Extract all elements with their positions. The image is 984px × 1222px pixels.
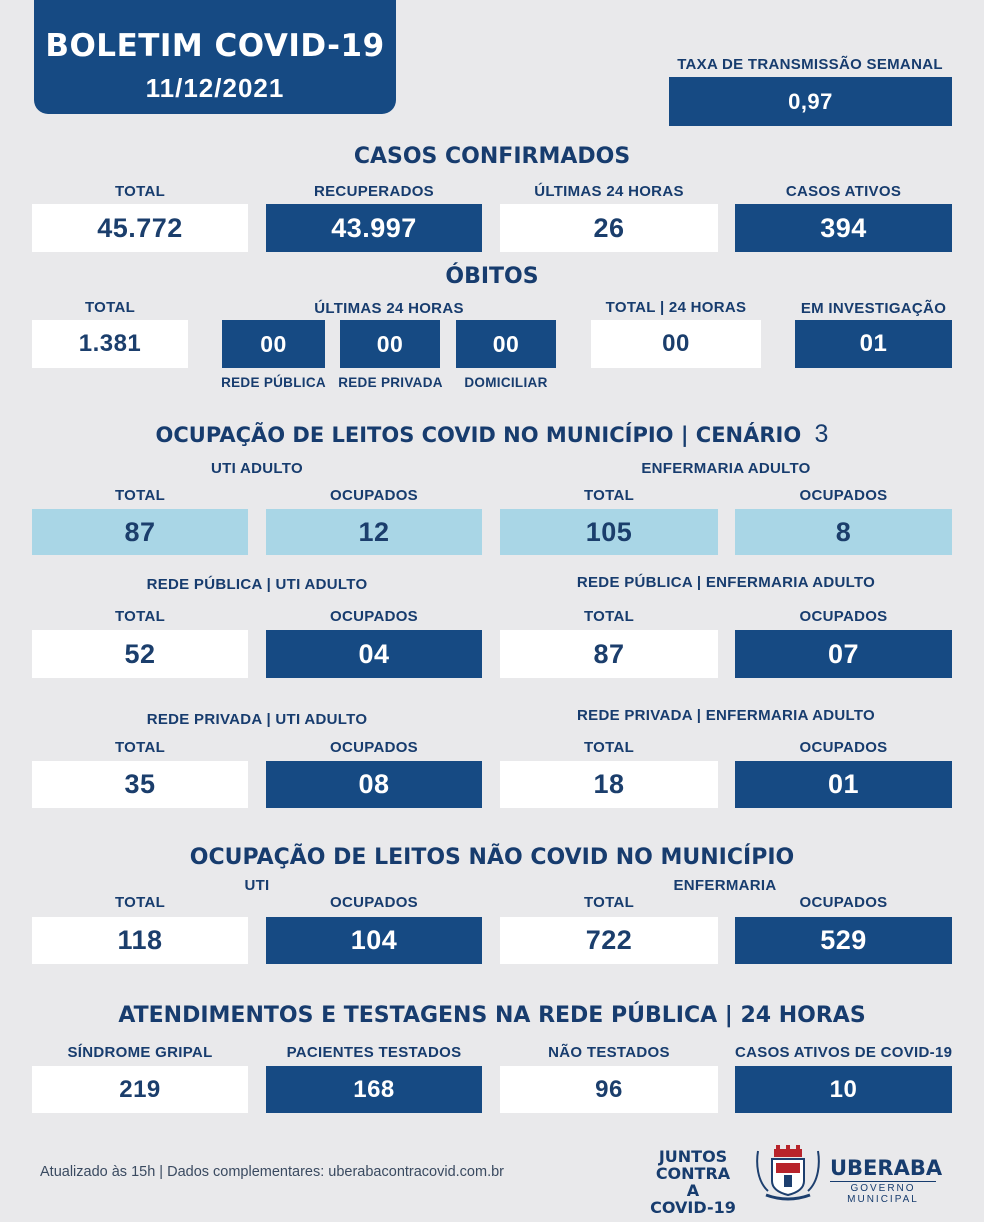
campaign-line-3: COVID-19	[650, 1198, 736, 1217]
obitos-total-label: TOTAL	[84, 299, 136, 316]
city-crest-icon	[754, 1143, 822, 1203]
campaign-line-1: JUNTOS	[658, 1147, 728, 1166]
city-gov-label: GOVERNO MUNICIPAL	[830, 1181, 936, 1205]
priv-uti-ocupados-label: OCUPADOS	[330, 739, 418, 756]
bulletin-date: 11/12/2021	[145, 73, 285, 103]
nao-testados-label: NÃO TESTADOS	[548, 1044, 670, 1061]
obitos-rede-privada-label: REDE PRIVADA	[338, 375, 443, 390]
sindrome-value: 219	[32, 1066, 248, 1113]
nc-enf-title: ENFERMARIA	[673, 877, 777, 894]
obitos-investigacao-value: 01	[795, 320, 952, 368]
pub-enf-ocupados-value: 07	[735, 630, 952, 678]
enf-adulto-ocupados-label: OCUPADOS	[799, 487, 888, 504]
enf-adulto-total-label: TOTAL	[583, 487, 635, 504]
pub-enf-ocupados-label: OCUPADOS	[799, 608, 888, 625]
campaign-logo	[648, 1148, 738, 1216]
nc-uti-ocupados-value: 104	[266, 917, 482, 964]
taxa-value: 0,97	[669, 77, 952, 126]
nc-uti-ocupados-label: OCUPADOS	[330, 894, 418, 911]
nc-uti-total-label: TOTAL	[114, 894, 166, 911]
obitos-heading: ÓBITOS	[445, 264, 539, 289]
priv-enf-total-value: 18	[500, 761, 718, 808]
city-name: UBERABA	[830, 1156, 943, 1180]
pub-uti-ocupados-value: 04	[266, 630, 482, 678]
casos-recuperados-value: 43.997	[266, 204, 482, 252]
nc-enf-total-value: 722	[500, 917, 718, 964]
obitos-rede-privada-value: 00	[340, 320, 440, 368]
priv-uti-total-value: 35	[32, 761, 248, 808]
priv-uti-ocupados-value: 08	[266, 761, 482, 808]
obitos-total24-label: TOTAL | 24 HORAS	[605, 299, 747, 316]
pub-enf-title: REDE PÚBLICA | ENFERMARIA ADULTO	[576, 574, 876, 591]
pub-uti-total-value: 52	[32, 630, 248, 678]
obitos-24h-label: ÚLTIMAS 24 HORAS	[314, 300, 464, 317]
uti-adulto-total-label: TOTAL	[114, 487, 166, 504]
atend-ativos-value: 10	[735, 1066, 952, 1113]
leitos-nao-covid-heading: OCUPAÇÃO DE LEITOS NÃO COVID NO MUNICÍPIO	[189, 845, 795, 870]
pub-enf-total-label: TOTAL	[583, 608, 635, 625]
uti-adulto-ocupados-label: OCUPADOS	[330, 487, 418, 504]
obitos-domiciliar-value: 00	[456, 320, 556, 368]
cenario-value: 3	[814, 420, 829, 448]
priv-enf-total-label: TOTAL	[583, 739, 635, 756]
testados-value: 168	[266, 1066, 482, 1113]
enf-adulto-total-value: 105	[500, 509, 718, 555]
obitos-rede-publica-value: 00	[222, 320, 325, 368]
nc-enf-ocupados-value: 529	[735, 917, 952, 964]
pub-enf-total-value: 87	[500, 630, 718, 678]
casos-total-value: 45.772	[32, 204, 248, 252]
casos-24h-value: 26	[500, 204, 718, 252]
obitos-total24-value: 00	[591, 320, 761, 368]
casos-recuperados-label: RECUPERADOS	[314, 183, 434, 200]
casos-total-label: TOTAL	[114, 183, 166, 200]
nc-enf-ocupados-label: OCUPADOS	[799, 894, 888, 911]
obitos-total-value: 1.381	[32, 320, 188, 368]
footer-update-text: Atualizado às 15h | Dados complementares: uberabacontracovid.com.br	[40, 1164, 504, 1180]
campaign-line-2: CONTRA A	[655, 1164, 731, 1200]
testados-label: PACIENTES TESTADOS	[286, 1044, 462, 1061]
nao-testados-value: 96	[500, 1066, 718, 1113]
bulletin-title: BOLETIM COVID-19	[45, 28, 385, 64]
atendimentos-heading: ATENDIMENTOS E TESTAGENS NA REDE PÚBLICA | 24 HORAS	[118, 1003, 866, 1028]
pub-uti-total-label: TOTAL	[114, 608, 166, 625]
pub-uti-title: REDE PÚBLICA | UTI ADULTO	[146, 576, 368, 593]
pub-uti-ocupados-label: OCUPADOS	[330, 608, 418, 625]
priv-enf-title: REDE PRIVADA | ENFERMARIA ADULTO	[577, 707, 875, 724]
priv-enf-ocupados-value: 01	[735, 761, 952, 808]
casos-ativos-value: 394	[735, 204, 952, 252]
priv-uti-total-label: TOTAL	[114, 739, 166, 756]
casos-24h-label: ÚLTIMAS 24 HORAS	[534, 183, 684, 200]
atend-ativos-label: CASOS ATIVOS DE COVID-19	[735, 1044, 953, 1061]
taxa-label: TAXA DE TRANSMISSÃO SEMANAL	[677, 56, 943, 73]
leitos-covid-heading	[0, 420, 984, 449]
priv-uti-title: REDE PRIVADA | UTI ADULTO	[146, 711, 368, 728]
nc-uti-title: UTI	[244, 877, 270, 894]
enf-adulto-title: ENFERMARIA ADULTO	[641, 460, 811, 477]
priv-enf-ocupados-label: OCUPADOS	[799, 739, 888, 756]
header-banner	[34, 0, 396, 114]
casos-heading: CASOS CONFIRMADOS	[353, 144, 631, 169]
obitos-investigacao-label: EM INVESTIGAÇÃO	[800, 300, 947, 317]
uti-adulto-title: UTI ADULTO	[211, 460, 303, 477]
nc-uti-total-value: 118	[32, 917, 248, 964]
enf-adulto-ocupados-value: 8	[735, 509, 952, 555]
obitos-domiciliar-label: DOMICILIAR	[464, 375, 548, 390]
obitos-rede-publica-label: REDE PÚBLICA	[221, 375, 326, 390]
nc-enf-total-label: TOTAL	[583, 894, 635, 911]
uti-adulto-ocupados-value: 12	[266, 509, 482, 555]
sindrome-label: SÍNDROME GRIPAL	[67, 1044, 213, 1061]
leitos-covid-heading-text: OCUPAÇÃO DE LEITOS COVID NO MUNICÍPIO | CENÁRIO	[155, 423, 802, 447]
uti-adulto-total-value: 87	[32, 509, 248, 555]
casos-ativos-label: CASOS ATIVOS	[785, 183, 902, 200]
